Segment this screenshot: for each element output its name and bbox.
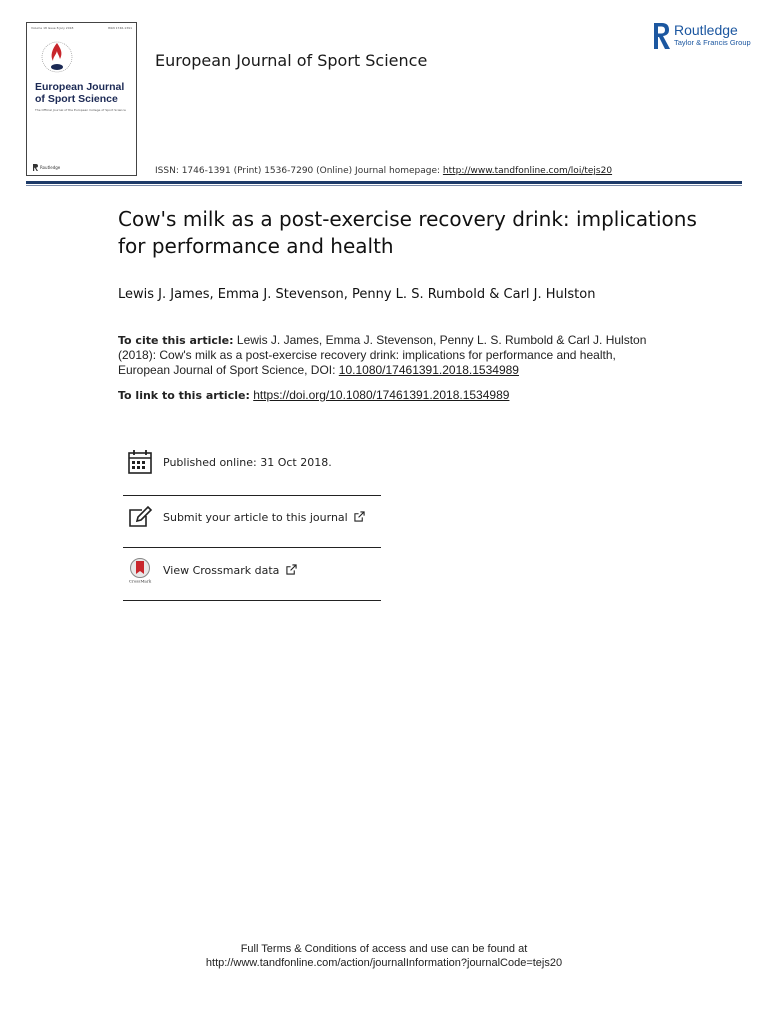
cover-issn: ISSN 1746-1391: [107, 26, 132, 30]
crossmark-link[interactable]: View Crossmark data: [163, 563, 280, 577]
cover-routledge-logo-icon: [33, 164, 38, 171]
footer-terms-link[interactable]: http://www.tandfonline.com/action/journalInformation?journalCode=tejs20: [205, 957, 563, 969]
divider: [123, 600, 381, 601]
header-rule: [26, 181, 742, 184]
published-row: [123, 436, 381, 488]
calendar-icon: [127, 449, 153, 475]
published-date: Published online: 31 Oct 2018.: [163, 455, 332, 469]
cover-issue-line: Volume 18 Issue 8 July 2018: [31, 26, 74, 30]
submit-article-row[interactable]: [123, 491, 381, 543]
publisher-group: Taylor & Francis Group: [674, 38, 751, 47]
cover-top-line: [31, 26, 132, 30]
citation-block: [118, 333, 658, 378]
cover-title: European Journal of Sport Science: [35, 81, 125, 105]
journal-cover: [26, 22, 137, 176]
cover-subtitle: The Official Journal of the European College of Sport Science: [35, 108, 126, 112]
external-link-icon: [354, 511, 365, 522]
publisher-name: Routledge: [674, 22, 738, 38]
crossmark-logo-text: CrossMark: [128, 578, 152, 583]
edit-icon: [127, 504, 153, 530]
journal-name: European Journal of Sport Science: [155, 51, 428, 70]
routledge-logo-icon: [652, 22, 671, 50]
external-link-icon: [286, 564, 297, 575]
citation-label: To cite this article:: [118, 334, 234, 347]
header-rule-thin: [26, 185, 742, 186]
article-doi-link[interactable]: https://doi.org/10.1080/17461391.2018.1534989: [253, 388, 510, 402]
ecss-emblem-icon: [39, 37, 75, 77]
crossmark-icon: [127, 557, 153, 583]
citation-text: Lewis J. James, Emma J. Stevenson, Penny L. S. Rumbold & Carl J. Hulston (2018): Cow's milk as a post-exercise recovery drink: implications for performance and health, European Journal of Sport Science, DOI:: [118, 333, 647, 377]
journal-homepage-link[interactable]: http://www.tandfonline.com/loi/tejs20: [442, 166, 613, 176]
article-authors: Lewis J. James, Emma J. Stevenson, Penny L. S. Rumbold & Carl J. Hulston: [118, 287, 596, 302]
citation-doi-link[interactable]: 10.1080/17461391.2018.1534989: [338, 363, 519, 377]
article-title: Cow's milk as a post-exercise recovery drink: implications for performance and health: [118, 207, 697, 258]
footer-line-1: Full Terms & Conditions of access and use can be found at: [240, 943, 528, 955]
submit-article-link[interactable]: Submit your article to this journal: [163, 510, 348, 524]
cover-publisher: [33, 164, 60, 171]
article-link-line: [118, 388, 509, 402]
issn-text: ISSN: 1746-1391 (Print) 1536-7290 (Online) Journal homepage:: [155, 166, 443, 176]
issn-line: [155, 166, 612, 176]
crossmark-row[interactable]: [123, 544, 381, 596]
publisher-logo: [652, 22, 751, 50]
footer-terms: [0, 942, 768, 970]
article-link-label: To link to this article:: [118, 389, 250, 402]
cover-publisher-name: Routledge: [40, 165, 61, 170]
